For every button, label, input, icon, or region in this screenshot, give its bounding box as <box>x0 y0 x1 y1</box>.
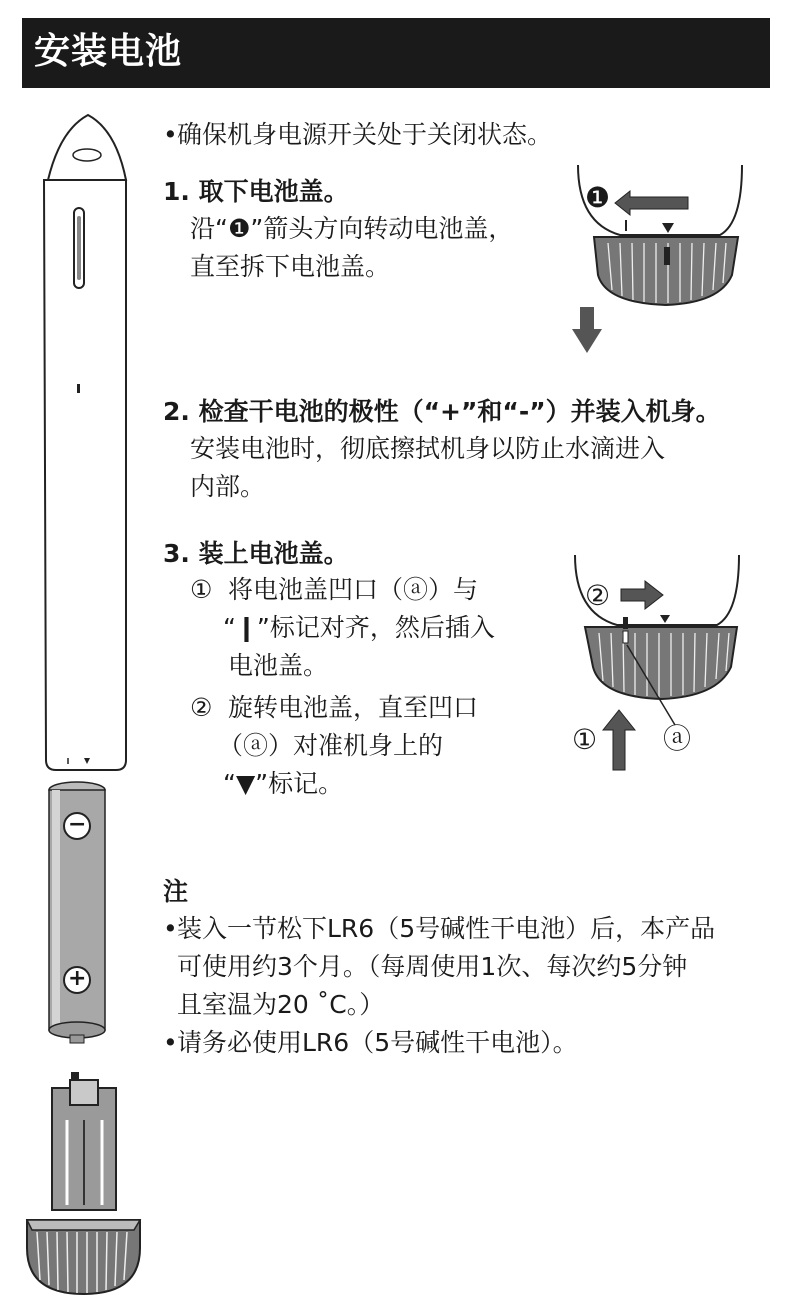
step1-heading: 1. 取下电池盖。 <box>163 177 349 206</box>
note-bullet-2: •请务必使用LR6（5号碱性干电池）。 <box>163 1028 578 1057</box>
step1-line2: 直至拆下电池盖。 <box>190 252 391 281</box>
note-heading: 注 <box>163 877 189 906</box>
step2-line1: 安装电池时，彻底擦拭机身以防止水滴进入 <box>190 434 666 463</box>
section-title: 安装电池 <box>34 31 183 72</box>
section-header-bar <box>22 18 770 88</box>
step3-sub1-marker: ① <box>190 575 213 604</box>
step1-line1: 沿“❶”箭头方向转动电池盖， <box>190 214 514 243</box>
step3-sub2-line3: “▼”标记。 <box>223 769 344 798</box>
step2-heading: 2. 检查干电池的极性（“+”和“-”）并装入机身。 <box>163 397 721 426</box>
step3-sub2-line2: （ⓐ）对准机身上的 <box>218 731 444 760</box>
step3-heading: 3. 装上电池盖。 <box>163 539 349 568</box>
note-bullet-1-line1: 装入一节松下LR6（5号碱性干电池）后，本产品 <box>177 914 716 943</box>
step1-figure-marker: ❶ <box>585 181 611 214</box>
intro-bullet: •确保机身电源开关处于关闭状态。 <box>163 120 553 149</box>
step3-sub1-line2: “❙”标记对齐，然后插入 <box>223 613 495 642</box>
step3-sub1-line1: 将电池盖凹口（ⓐ）与 <box>228 575 479 604</box>
note-bullet-1: •装入一节松下LR6（5号碱性干电池）后，本产品 <box>163 914 716 943</box>
battery-cover-illustration <box>22 1080 162 1300</box>
note-bullet-1-line3: 且室温为20 ˚C。） <box>177 990 385 1019</box>
battery-minus-label: − <box>68 812 87 837</box>
note-bullet-2-text: 请务必使用LR6（5号碱性干电池）。 <box>177 1028 578 1057</box>
step3-sub1-line3: 电池盖。 <box>228 651 329 680</box>
intro-bullet-text: 确保机身电源开关处于关闭状态。 <box>177 120 553 149</box>
step3-sub2-line1: 旋转电池盖，直至凹口 <box>228 693 479 722</box>
step3-figure-marker-1: ① <box>572 723 598 756</box>
step3-figure-marker-2: ② <box>585 579 611 612</box>
step3-sub2-marker: ② <box>190 693 213 722</box>
notch-label: ⓐ <box>663 722 692 755</box>
note-bullet-1-line2: 可使用约3个月。（每周使用1次、每次约5分钟 <box>177 952 688 981</box>
battery-plus-label: + <box>68 966 87 991</box>
step2-line2: 内部。 <box>190 472 266 501</box>
